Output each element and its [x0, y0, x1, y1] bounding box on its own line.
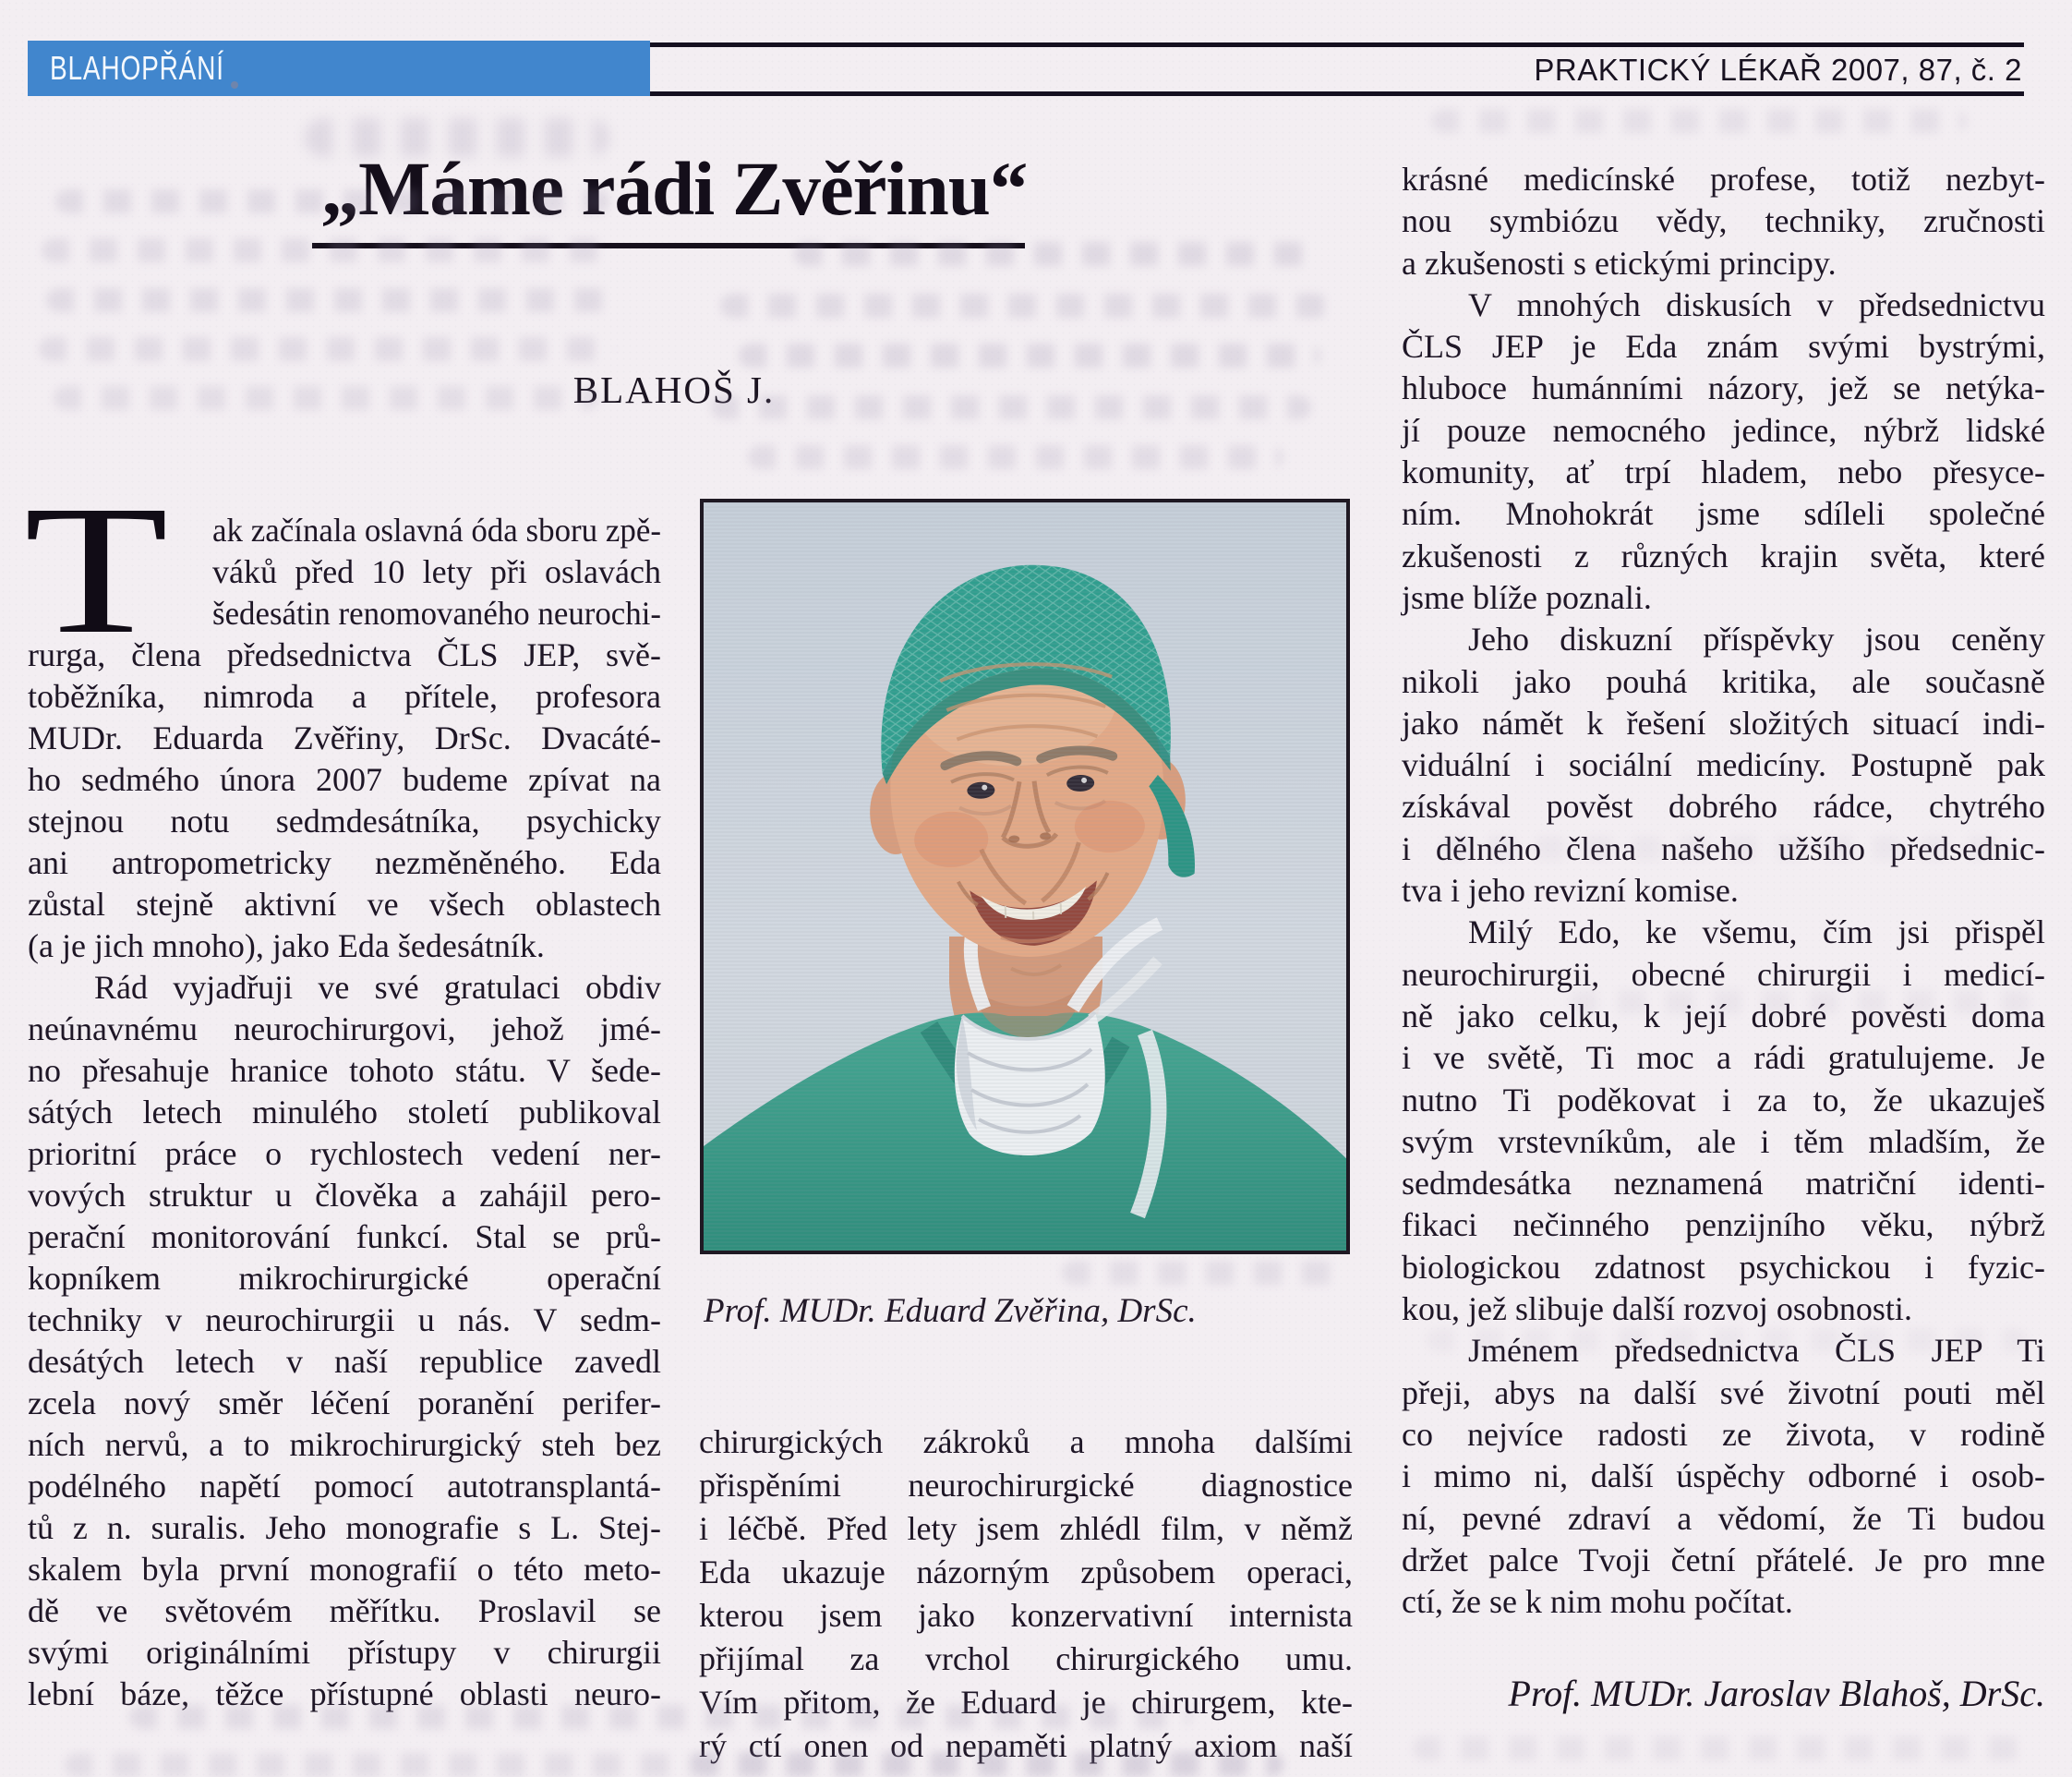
bleed-through-artifact [720, 294, 1330, 318]
text-line: dě ve světovém měřítku. Proslavil se [28, 1592, 661, 1629]
text-line: zůstal stejně aktivní ve všech oblastech [28, 886, 661, 923]
portrait-svg [704, 502, 1346, 1251]
column-left [28, 510, 661, 1715]
text-line: svými originálními přístupy v chirurgii [28, 1634, 661, 1671]
text-line: Milý Edo, ke všemu, čím jsi přispěl [1468, 913, 2045, 951]
text-line: nutno Ti poděkovat i za to, že ukazuješ [1402, 1081, 2045, 1118]
text-line: lební báze, těžce přístupné oblasti neuro- [28, 1675, 661, 1712]
text-line: desátých letech v naší republice zavedl [28, 1343, 661, 1380]
text-line: vových struktur u člověka a zahájil pero- [28, 1177, 661, 1214]
text-line: Jménem předsednictva ČLS JEP Ti [1468, 1332, 2045, 1370]
header-rule-bottom [650, 91, 2024, 96]
text-line: ctí, že se k nim mohu počítat. [1402, 1583, 1793, 1621]
bleed-through-artifact [748, 445, 1283, 469]
text-line: ani antropometricky nezměněného. Eda [28, 844, 661, 881]
text-line: komunity, ať trpí hladem, nebo přesyce- [1402, 453, 2045, 491]
column-middle [699, 1420, 1353, 1768]
text-line: neurochirurgii, obecné chirurgii i medicí- [1402, 955, 2045, 993]
bleed-through-artifact [46, 288, 609, 312]
text-line: sedmdesátka neznamená matriční identi- [1402, 1165, 2045, 1203]
text-line: šedesátin renomovaného neurochi- [212, 595, 661, 632]
text-line: prioritní práce o rychlostech vedení ner- [28, 1135, 661, 1172]
text-line: kopníkem mikrochirurgické operační [28, 1260, 661, 1297]
text-line: fikaci nečinného penzijního věku, nýbrž [1402, 1206, 2045, 1244]
text-line: i dělného člena našeho užšího předsednic- [1402, 829, 2045, 867]
text-line: MUDr. Eduarda Zvěřiny, DrSc. Dvacáté- [28, 719, 661, 756]
text-line: ho sedmého února 2007 budeme zpívat na [28, 761, 661, 798]
text-line: chirurgických zákroků a mnoha dalšími [699, 1423, 1353, 1460]
text-line: i léčbě. Před lety jsem zhlédl film, v němž [699, 1510, 1353, 1547]
title-underline [312, 243, 1025, 248]
text-line: sátých letech minulého století publikoval [28, 1094, 661, 1130]
text-line: získával pověst dobrého rádce, chytrého [1402, 788, 2045, 826]
text-line: jí pouze nemocného jedince, nýbrž lidské [1402, 411, 2045, 449]
text-line: Eda ukazuje názorným způsobem operaci, [699, 1553, 1353, 1590]
text-line: stejnou notu sedmdesátníka, psychicky [28, 803, 661, 840]
text-line: neúnavnému neurochirurgovi, jehož jmé- [28, 1010, 661, 1047]
bleed-through-artifact [39, 337, 616, 361]
text-line: techniky v neurochirurgii u nás. V sedm- [28, 1301, 661, 1338]
text-line: rurga, člena předsednictva ČLS JEP, svě- [28, 636, 661, 673]
text-line: krásné medicínské profese, totiž nezbyt- [1402, 161, 2045, 198]
photo-caption: Prof. MUDr. Eduard Zvěřina, DrSc. [704, 1292, 1197, 1330]
text-line: rý ctí onen od nepaměti platný axiom naší [699, 1727, 1353, 1764]
text-line: perační monitorování funkcí. Stal se prů- [28, 1218, 661, 1255]
text-line: nikoli jako pouhá kritika, ale současně [1402, 662, 2045, 700]
bleed-through-artifact [1062, 1261, 1348, 1285]
text-line: skalem byla první monografií o této meto- [28, 1551, 661, 1588]
text-line: toběžníka, nimroda a přítele, profesora [28, 678, 661, 715]
text-line: ním. Mnohokrát jsme sdíleli společné [1402, 495, 2045, 533]
text-line: ČLS JEP je Eda znám svými bystrými, [1402, 328, 2045, 366]
header-rule-top [650, 42, 2024, 47]
text-line: co nejvíce radosti ze života, v rodině [1402, 1415, 2045, 1453]
bleed-through-artifact [1413, 1736, 2022, 1760]
text-line: Vím přitom, že Eduard je chirurgem, kte- [699, 1684, 1353, 1721]
text-line: ní, pevné zdraví a vědomí, že Ti budou [1402, 1499, 2045, 1537]
section-label: BLAHOPŘÁNÍ [50, 49, 224, 87]
text-line: i ve světě, Ti moc a rádi gratulujeme. Je [1402, 1039, 2045, 1077]
text-line: viduální i sociální medicíny. Postupně pak [1402, 746, 2045, 784]
text-line: hluboce humánními názory, jež se netýka- [1402, 369, 2045, 407]
text-line: přispěními neurochirurgické diagnostice [699, 1467, 1353, 1504]
article-title: „Máme rádi Zvěřinu“ [320, 146, 1028, 231]
drop-cap: T [24, 468, 169, 672]
text-line: a zkušenosti s etickými principy. [1402, 244, 1837, 282]
signature: Prof. MUDr. Jaroslav Blahoš, DrSc. [1508, 1673, 2045, 1714]
bleed-through-artifact [42, 238, 614, 262]
text-line: ak začínala oslavná óda sboru zpě- [212, 512, 661, 549]
text-line: svým vrstevníkům, ale i těm mladším, že [1402, 1122, 2045, 1160]
text-line: zcela nový směr léčení poranění perifer- [28, 1384, 661, 1421]
text-line: biologickou zdatnost psychickou i fyzic- [1402, 1248, 2045, 1286]
text-line: podélného napětí pomocí autotransplantá- [28, 1468, 661, 1505]
text-line: jsme blíže poznali. [1402, 578, 1652, 616]
text-line: kou, jež slibuje další rozvoj osobnosti. [1402, 1290, 1912, 1328]
text-line: no přesahuje hranice tohoto státu. V šede- [28, 1052, 661, 1089]
text-line: přijímal za vrchol chirurgického umu. [699, 1640, 1353, 1677]
section-bar [28, 41, 650, 96]
article-author: BLAHOŠ J. [572, 369, 776, 411]
text-line: tva i jeho revizní komise. [1402, 872, 1739, 910]
bleed-through-artifact [1431, 109, 1967, 133]
text-line: kterou jsem jako konzervativní internista [699, 1597, 1353, 1634]
scan-speck [231, 81, 238, 89]
bleed-through-artifact [739, 344, 1320, 368]
text-line: nou symbiózu vědy, techniky, zručnosti [1402, 202, 2045, 240]
column-right [1402, 159, 2045, 1623]
text-line: držet palce Tvoji četní přátelé. Je pro mne [1402, 1541, 2045, 1578]
text-line: i mimo ni, další úspěchy odborné i osob- [1402, 1457, 2045, 1495]
text-line: Jeho diskuzní příspěvky jsou ceněny [1468, 621, 2045, 659]
text-line: Rád vyjadřuji ve své gratulaci obdiv [94, 969, 661, 1006]
text-line: jako námět k řešení složitých situací indi- [1402, 704, 2045, 742]
journal-header: PRAKTICKÝ LÉKAŘ 2007, 87, č. 2 [1534, 53, 2022, 87]
text-line: (a je jich mnoho), jako Eda šedesátník. [28, 927, 545, 964]
text-line: váků před 10 lety při oslavách [212, 553, 661, 590]
text-line: ních nervů, a to mikrochirurgický steh bez [28, 1426, 661, 1463]
text-line: přeji, abys na další své životní pouti měl [1402, 1373, 2045, 1411]
text-line: zkušenosti z různých krajin světa, které [1402, 537, 2045, 574]
portrait-photo [700, 499, 1350, 1254]
text-line: ně jako celku, k její dobré pověsti doma [1402, 997, 2045, 1034]
text-line: tů z n. suralis. Jeho monografie s L. Stej- [28, 1509, 661, 1546]
text-line: V mnohých diskusích v předsednictvu [1468, 285, 2045, 323]
